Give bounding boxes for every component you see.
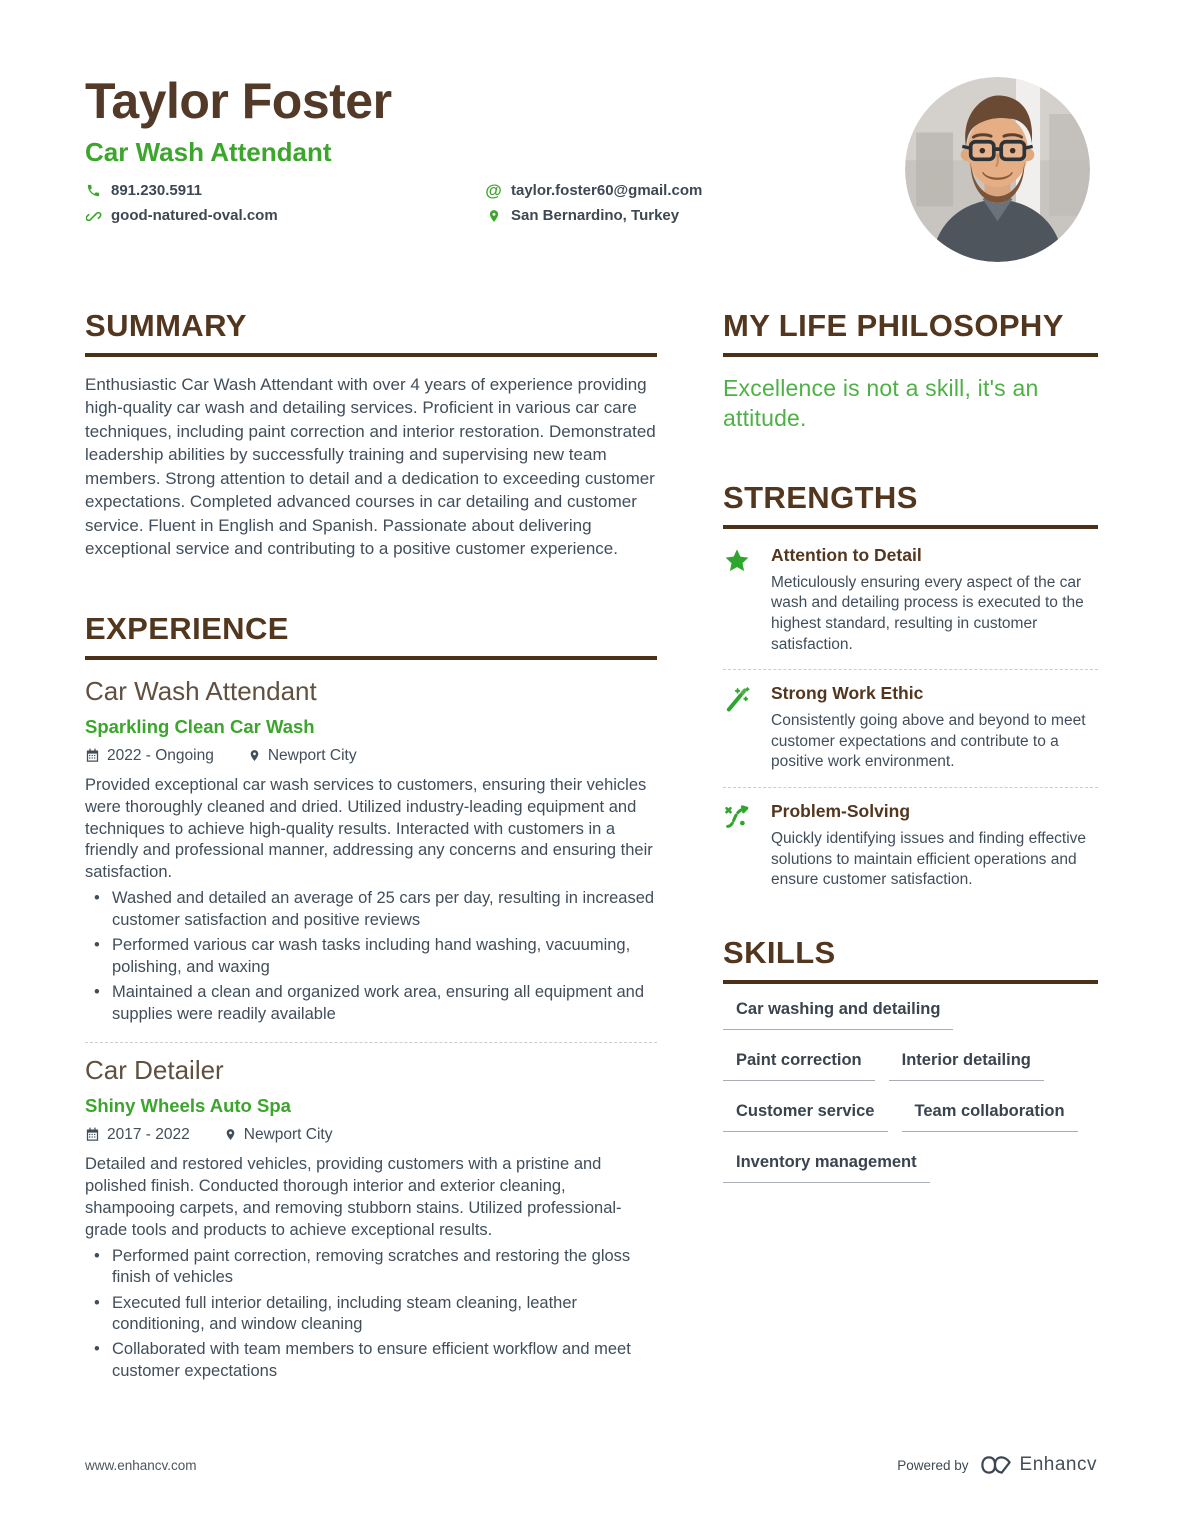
strength-content [771, 683, 1098, 773]
location-contact [485, 207, 885, 224]
skills-section [723, 935, 1098, 1183]
profile-photo [905, 77, 1090, 262]
contact-info [85, 182, 915, 224]
magic-wand-icon [723, 683, 771, 773]
phone-number: 891.230.5911 [111, 182, 202, 199]
skills-heading: SKILLS [723, 935, 1098, 984]
job-meta [85, 747, 657, 765]
strength-item [723, 545, 1098, 655]
skill-tag: Customer service [723, 1102, 888, 1132]
job-dates-text: 2017 - 2022 [107, 1125, 190, 1143]
job-bullet: • Performed various car wash tasks including hand washing, vacuuming, polishing, and waxing [85, 935, 657, 978]
strength-text: Quickly identifying issues and finding effective solutions to maintain efficient operations and ensure customer satisfaction. [771, 829, 1087, 889]
company-name: Sparkling Clean Car Wash [85, 715, 315, 737]
email-contact[interactable] [485, 182, 885, 199]
skill-row [723, 1051, 1098, 1081]
job-description: Provided exceptional car wash services to customers, ensuring their vehicles were thoroughly cleaned and dried. Utilized industry-leading equipment and techniques to achieve high-quality results. Interacted with customers in a friendly and professional manner, addressing any concerns and ensuring their satisfaction. [85, 775, 653, 882]
strength-divider [723, 787, 1098, 788]
strength-text: Consistently going above and beyond to meet customer expectations and contribute to a positive work environment. [771, 712, 1086, 771]
philosophy-section [723, 308, 1098, 434]
job-bullet: • Executed full interior detailing, including steam cleaning, leather conditioning, and window cleaning [85, 1293, 657, 1336]
link-icon [85, 207, 102, 224]
skill-tag: Team collaboration [902, 1102, 1078, 1132]
experience-heading: EXPERIENCE [85, 611, 657, 660]
job-bullets [85, 1246, 657, 1383]
powered-by [897, 1454, 1097, 1476]
calendar-icon [85, 748, 100, 763]
person-name: Taylor Foster [85, 73, 392, 129]
job-dates [85, 747, 214, 765]
skill-row [723, 1153, 1098, 1183]
footer-site-link[interactable]: www.enhancv.com [85, 1457, 197, 1473]
strength-title: Attention to Detail [771, 544, 922, 565]
strength-title: Strong Work Ethic [771, 683, 924, 704]
company-name: Shiny Wheels Auto Spa [85, 1094, 291, 1116]
strengths-heading: STRENGTHS [723, 480, 1098, 529]
person-title: Car Wash Attendant [85, 137, 332, 167]
experience-entry [85, 676, 657, 1025]
enhancv-logo[interactable] [979, 1454, 1097, 1476]
job-dates [85, 1126, 190, 1144]
job-meta [85, 1126, 657, 1144]
strategy-arrow-icon [723, 801, 771, 891]
job-location [224, 1126, 333, 1144]
location-pin-icon [485, 207, 502, 224]
right-column [723, 308, 1098, 1432]
summary-heading: SUMMARY [85, 308, 657, 357]
skill-row [723, 1102, 1098, 1132]
strengths-section [723, 480, 1098, 891]
philosophy-quote: Excellence is not a skill, it's an attitude. [723, 375, 1039, 432]
email-at-icon: @ [485, 180, 502, 200]
phone-icon [85, 182, 102, 199]
philosophy-heading: MY LIFE PHILOSOPHY [723, 308, 1098, 357]
strength-title: Problem-Solving [771, 800, 911, 821]
pin-icon [224, 1127, 237, 1142]
experience-entry [85, 1055, 657, 1382]
website-contact[interactable] [85, 207, 485, 224]
summary-section [85, 308, 657, 561]
job-bullet: • Maintained a clean and organized work area, ensuring all equipment and supplies were readily available [85, 982, 657, 1025]
strength-content [771, 801, 1098, 891]
location-text: San Bernardino, Turkey [511, 207, 680, 224]
pin-icon [248, 748, 261, 763]
job-dates-text: 2022 - Ongoing [107, 746, 214, 764]
job-bullet: • Collaborated with team members to ensure efficient workflow and meet customer expectations [85, 1339, 657, 1382]
job-title: Car Wash Attendant [85, 675, 317, 706]
profile-photo-illustration [905, 77, 1090, 262]
job-location-text: Newport City [243, 1125, 333, 1143]
strength-text: Meticulously ensuring every aspect of the car wash and detailing process is executed to the highest standard, resulting in customer satisfaction. [771, 573, 1084, 653]
skill-row [723, 1000, 1098, 1030]
job-bullet: • Washed and detailed an average of 25 cars per day, resulting in increased customer satisfaction and positive reviews [85, 888, 657, 931]
enhancv-wordmark: Enhancv [1019, 1454, 1097, 1475]
email-address: taylor.foster60@gmail.com [511, 182, 703, 199]
summary-text: Enthusiastic Car Wash Attendant with over 4 years of experience providing high-quality car wash and detailing services. Proficient in various car care techniques, including paint correction and interior restoration. Demonstrated leadership abilities by successfully training and supervising new team members. Strong attention to detail and a dedication to exceeding customer expectations. Completed advanced courses in car detailing and customer service. Fluent in English and Spanish. Passionate about delivering exceptional service and contributing to a positive customer experience. [85, 375, 656, 559]
experience-section [85, 611, 657, 1383]
job-bullets [85, 888, 657, 1025]
skill-tag: Paint correction [723, 1051, 875, 1081]
phone-contact[interactable] [85, 182, 485, 199]
strength-item [723, 683, 1098, 773]
job-location-text: Newport City [267, 746, 357, 764]
job-divider [85, 1042, 657, 1043]
header [85, 75, 1097, 224]
powered-by-label: Powered by [897, 1457, 969, 1473]
main-columns [85, 308, 1097, 1432]
website-url: good-natured-oval.com [111, 207, 278, 224]
job-title: Car Detailer [85, 1054, 224, 1085]
calendar-icon [85, 1127, 100, 1142]
skill-tag: Interior detailing [889, 1051, 1044, 1081]
job-bullet: • Performed paint correction, removing scratches and restoring the gloss finish of vehicles [85, 1246, 657, 1289]
skill-tag: Car washing and detailing [723, 1000, 953, 1030]
strength-item [723, 801, 1098, 891]
strength-divider [723, 669, 1098, 670]
footer [85, 1454, 1097, 1476]
job-description: Detailed and restored vehicles, providing customers with a pristine and polished finish. Conducted thorough interior and exterior cleaning, shampooing carpets, and removing stubborn stains. Utilized professional-grade tools and products to achieve exceptional results. [85, 1154, 622, 1239]
enhancv-logo-icon [979, 1454, 1013, 1476]
strength-content [771, 545, 1098, 655]
job-location [248, 747, 357, 765]
skill-tag: Inventory management [723, 1153, 930, 1183]
star-icon [723, 545, 771, 655]
left-column [85, 308, 657, 1432]
